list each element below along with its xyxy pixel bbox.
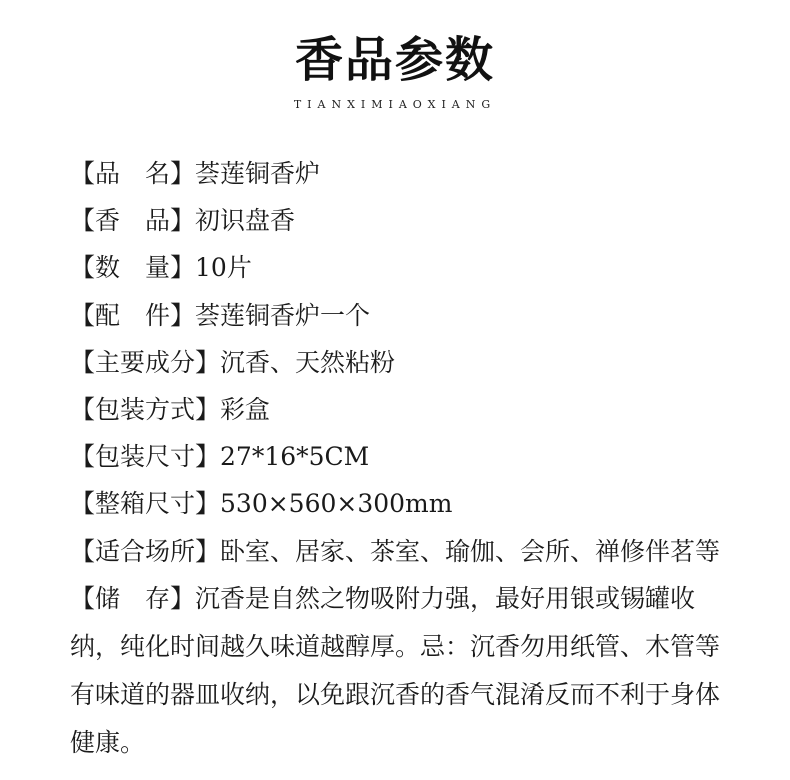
spec-value: 530×560×300mm [220, 489, 453, 519]
spec-row-carton-size [70, 480, 750, 527]
spec-label: 【配 件】 [70, 300, 196, 330]
spec-label: 【数 量】 [70, 253, 196, 283]
spec-list [70, 150, 750, 767]
spec-value: 荟莲铜香炉 [195, 159, 321, 188]
page-subtitle: TIANXIMIAOXIANG [293, 98, 497, 111]
spec-row-name [70, 150, 750, 197]
spec-value: 彩盒 [220, 395, 271, 425]
spec-label: 【品 名】 [70, 159, 196, 188]
spec-row-storage [70, 575, 740, 767]
spec-value: 卧室、居家、茶室、瑜伽、会所、禅修伴茗等 [220, 536, 721, 566]
spec-label: 【储 存】 [70, 583, 196, 613]
spec-value: 初识盘香 [195, 206, 296, 236]
spec-label: 【包装尺寸】 [70, 442, 221, 472]
spec-label: 【整箱尺寸】 [70, 489, 221, 519]
spec-label: 【适合场所】 [70, 536, 221, 566]
spec-row-ingredients [70, 339, 750, 386]
page-title: 香品参数 [294, 32, 495, 88]
spec-value: 荟莲铜香炉一个 [195, 300, 371, 330]
spec-value: 27*16*5CM [220, 442, 370, 472]
page-header [0, 28, 790, 111]
spec-row-venues [70, 528, 750, 575]
spec-label: 【香 品】 [70, 206, 196, 236]
spec-row-package-size [70, 433, 750, 480]
spec-row-packaging [70, 386, 750, 433]
spec-row-incense [70, 197, 750, 244]
spec-value: 沉香、天然粘粉 [220, 347, 396, 377]
spec-value: 沉香是自然之物吸附力强，最好用银或锡罐收纳，纯化时间越久味道越醇厚。忌：沉香勿用纸管、木管等有味道的器皿收纳，以免跟沉香的香气混淆反而不利于身体健康。 [70, 583, 721, 757]
spec-row-quantity [70, 244, 750, 291]
spec-label: 【主要成分】 [70, 347, 221, 377]
spec-label: 【包装方式】 [70, 395, 221, 425]
spec-value: 10片 [195, 253, 252, 283]
spec-row-accessory [70, 292, 750, 339]
